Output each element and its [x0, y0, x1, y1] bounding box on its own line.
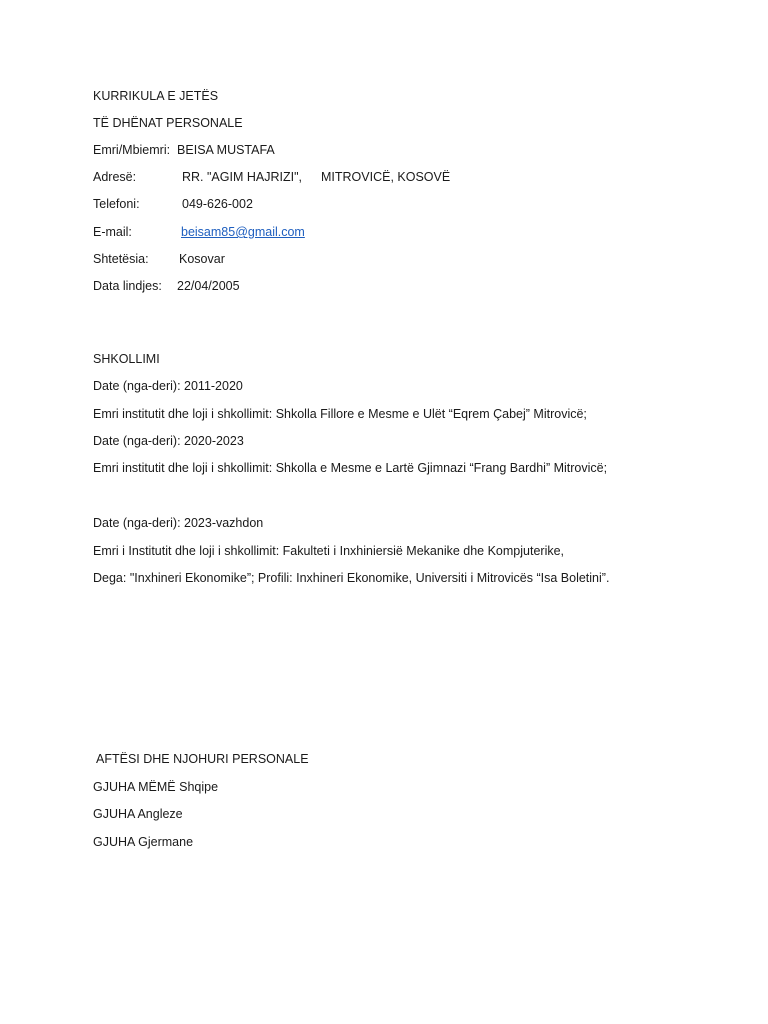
email-label: E-mail:: [93, 225, 132, 239]
personal-data-heading: TË DHËNAT PERSONALE: [93, 116, 243, 130]
education-date-2: Date (nga-deri): 2020-2023: [93, 434, 244, 448]
name-label: Emri/Mbiemri:: [93, 143, 171, 157]
address-street: RR. "AGIM HAJRIZI",: [182, 170, 302, 184]
name-row: [93, 142, 275, 158]
citizenship-label: Shtetësia:: [93, 252, 149, 266]
phone-label: Telefoni:: [93, 197, 140, 211]
name-value: BEISA MUSTAFA: [177, 143, 275, 157]
education-date-3: Date (nga-deri): 2023-vazhdon: [93, 516, 264, 530]
email-link[interactable]: beisam85@gmail.com: [181, 225, 305, 239]
language-item-1: GJUHA MËMË Shqipe: [93, 780, 219, 794]
education-heading: SHKOLLIMI: [93, 352, 160, 366]
birth-label: Data lindjes:: [93, 279, 162, 293]
citizenship-value: Kosovar: [179, 252, 225, 266]
document-title: KURRIKULA E JETËS: [93, 89, 219, 103]
birth-value: 22/04/2005: [177, 279, 240, 293]
address-label: Adresë:: [93, 170, 137, 184]
education-department-3: Dega: "Inxhineri Ekonomike”; Profili: Inxhineri Ekonomike, Universiti i Mitrovicës “Isa Boletini”.: [93, 571, 610, 585]
language-item-2: GJUHA Angleze: [93, 807, 183, 821]
skills-heading: AFTËSI DHE NJOHURI PERSONALE: [96, 752, 309, 766]
education-institution-1: Emri institutit dhe loji i shkollimit: Shkolla Fillore e Mesme e Ulët “Eqrem Çabej” Mitrovicë;: [93, 407, 587, 421]
language-item-3: GJUHA Gjermane: [93, 835, 194, 849]
education-institution-3: Emri i Institutit dhe loji i shkollimit: Fakulteti i Inxhiniersië Mekanike dhe Kompjuterike,: [93, 544, 565, 558]
education-date-1: Date (nga-deri): 2011-2020: [93, 379, 243, 393]
address-city: MITROVICË, KOSOVË: [321, 170, 451, 184]
education-institution-2: Emri institutit dhe loji i shkollimit: Shkolla e Mesme e Lartë Gjimnazi “Frang Bardhi” Mitrovicë;: [93, 461, 608, 475]
phone-value: 049-626-002: [182, 197, 253, 211]
